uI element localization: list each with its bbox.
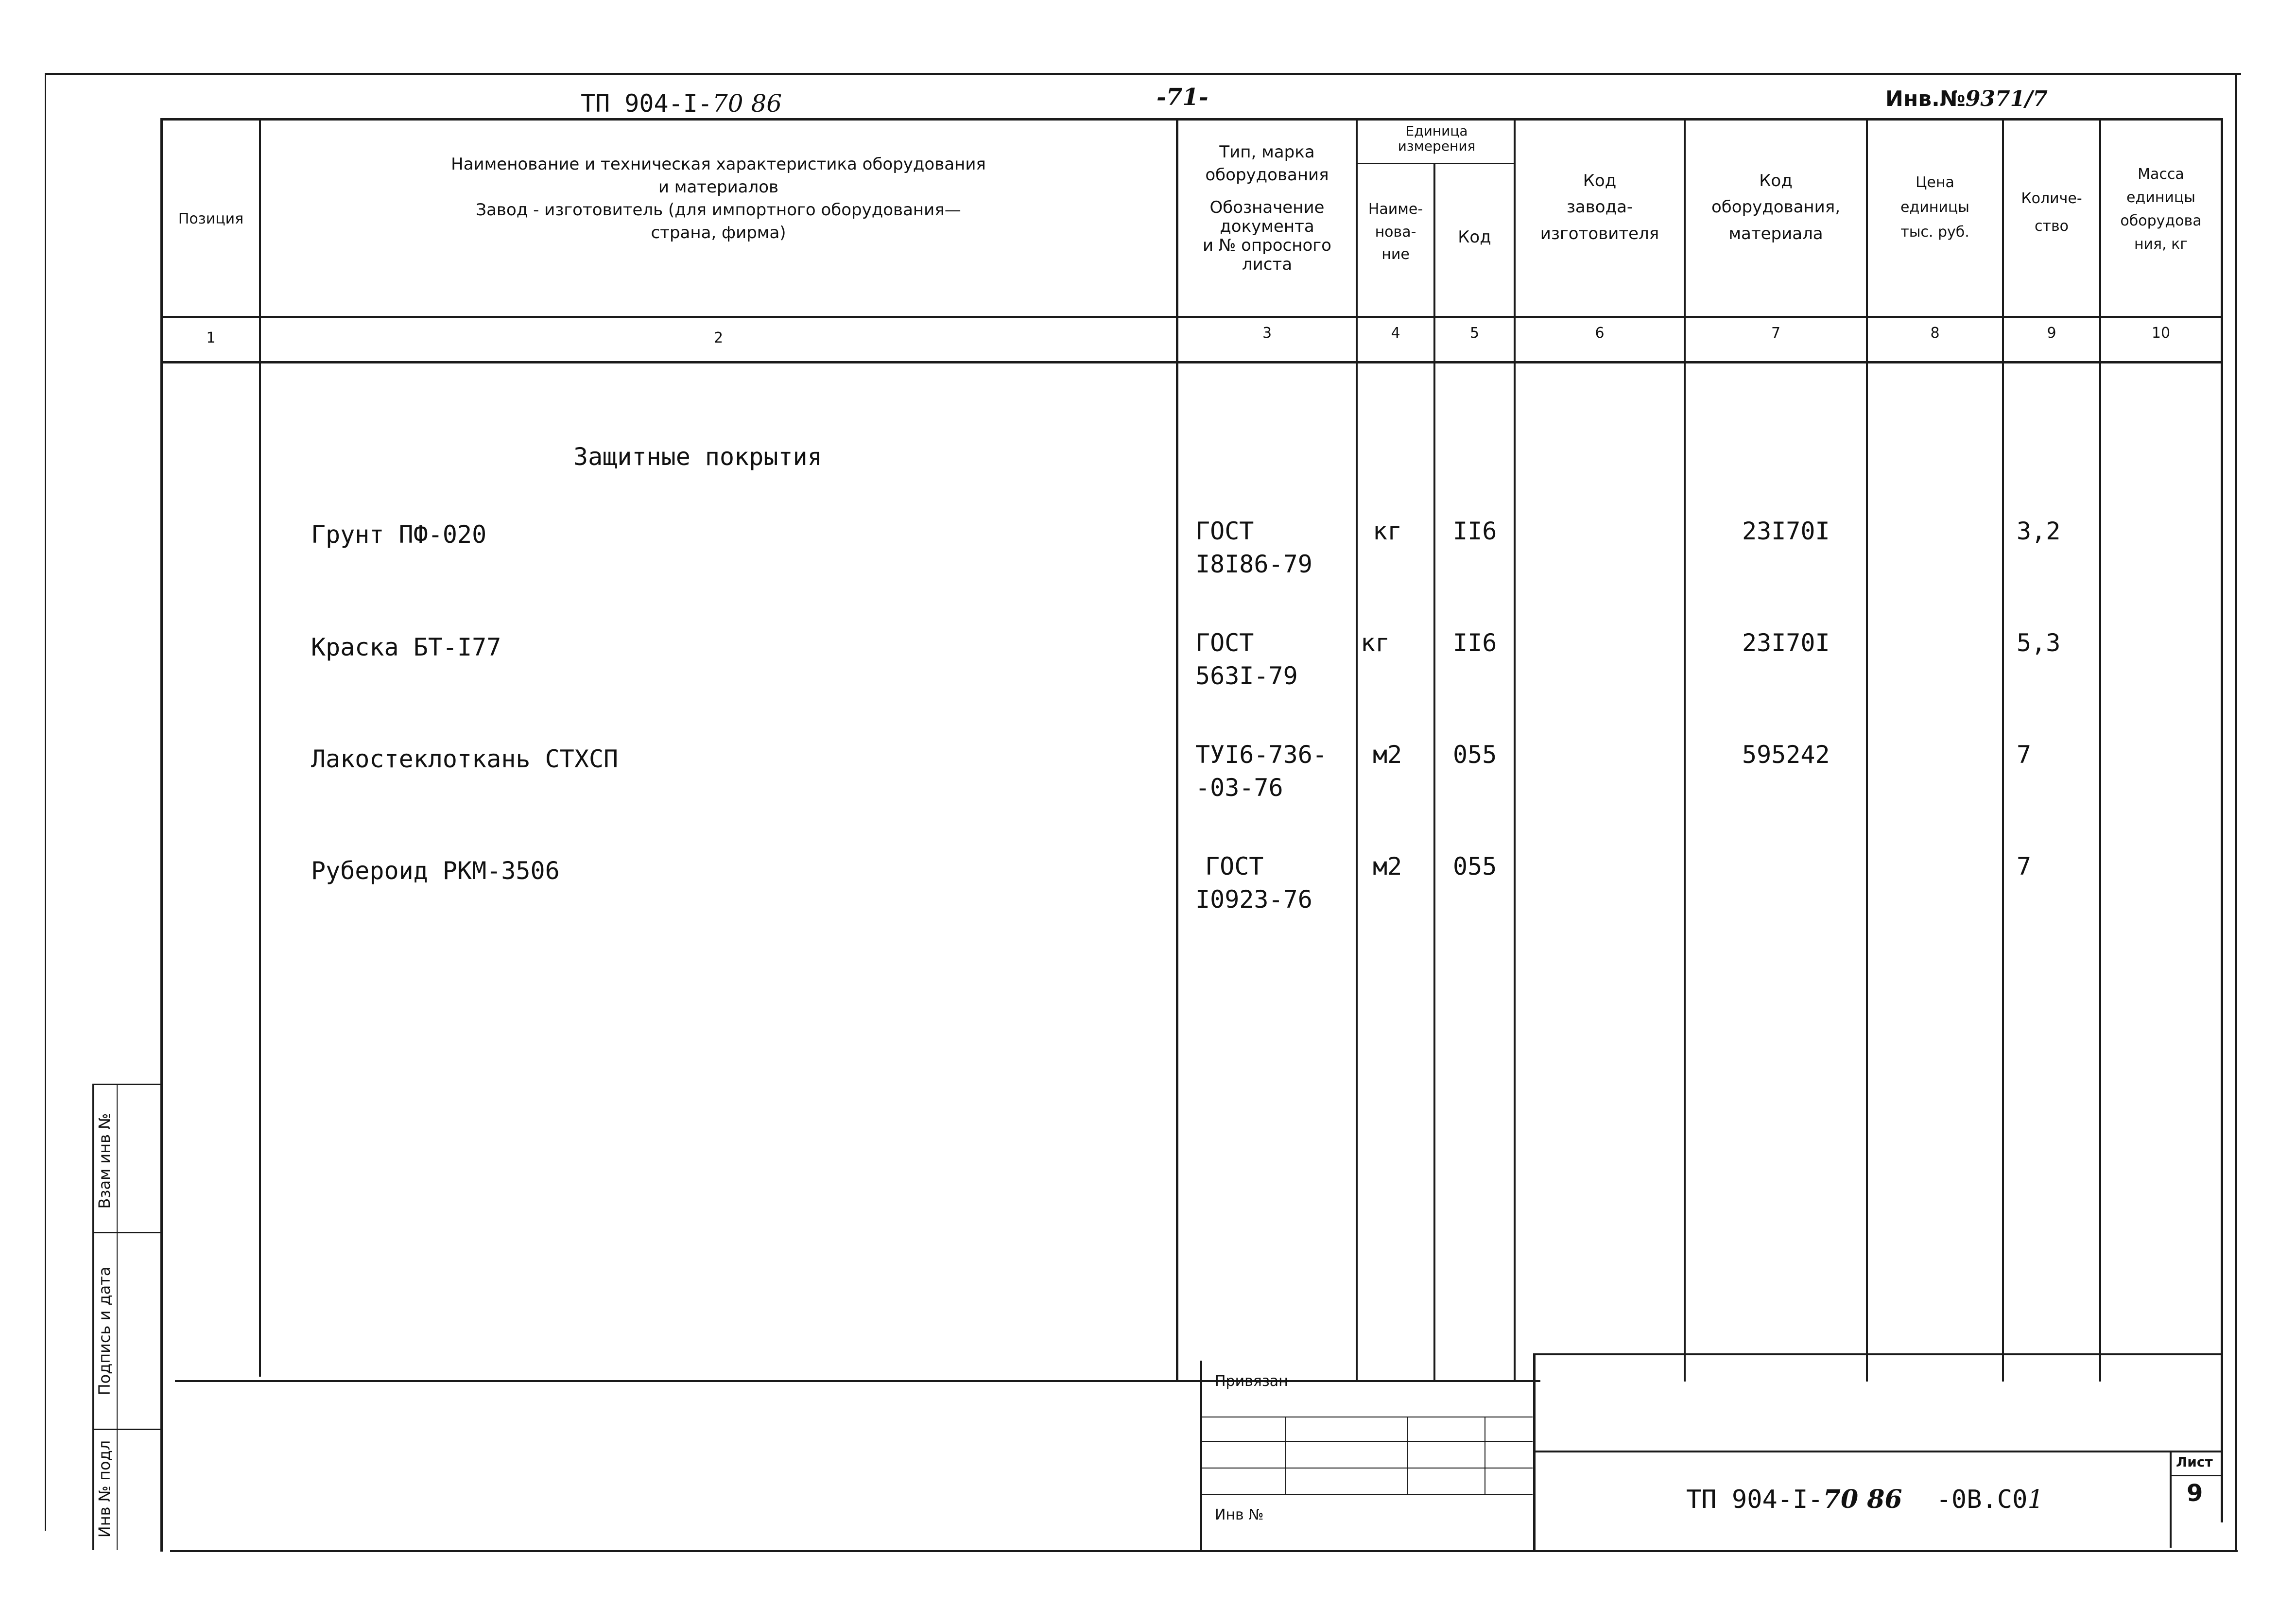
item-doc-line2: I0923-76 bbox=[1195, 885, 1312, 914]
item-quantity: 7 bbox=[2017, 852, 2032, 881]
stamp-bottom-line bbox=[170, 1550, 2238, 1552]
col-divider-7 bbox=[1866, 118, 1868, 1382]
col-divider-9 bbox=[2099, 118, 2101, 1382]
stamp-right-top-line bbox=[1536, 1353, 2223, 1355]
stamp-divider-left bbox=[1200, 1361, 1202, 1550]
outer-top-line bbox=[45, 73, 2241, 75]
sheet-label: Лист bbox=[2176, 1454, 2213, 1470]
col-number: 2 bbox=[713, 329, 724, 346]
margin-inventory-label: Инв № подл bbox=[95, 1440, 114, 1538]
section-title: Защитные покрытия bbox=[573, 443, 822, 471]
item-doc-line1: ГОСТ bbox=[1195, 517, 1254, 545]
col-number: 4 bbox=[1391, 325, 1400, 342]
stamp-top-line bbox=[175, 1380, 1540, 1382]
margin-replace-label: Взам инв № bbox=[95, 1113, 114, 1209]
stamp-grid-line bbox=[1202, 1441, 1533, 1442]
item-doc-line2: I8I86-79 bbox=[1195, 550, 1312, 578]
header-bottom-line bbox=[160, 316, 2223, 318]
item-doc-line1: ГОСТ bbox=[1195, 629, 1254, 657]
header-type-brand: Тип, марка оборудования Обозначение документа и № опросного листа bbox=[1203, 142, 1331, 275]
item-unit: м2 bbox=[1373, 852, 1402, 881]
table-right-line bbox=[2221, 118, 2223, 1522]
stamp-grid-vline bbox=[1285, 1417, 1286, 1494]
header-name: Наименование и техническая характеристика оборудования и материалов Завод - изготовитель (для импортного оборудования— страна, фирма) bbox=[451, 155, 986, 242]
header-unit-name: Наиме- нова- ние bbox=[1368, 201, 1423, 263]
margin-strip-left bbox=[92, 1084, 94, 1550]
header-position: Позиция bbox=[178, 210, 244, 227]
inventory-number: Инв.№9371/7 bbox=[1885, 86, 2048, 111]
item-unit-code: 055 bbox=[1453, 852, 1497, 881]
item-material-code: 23I70I bbox=[1742, 517, 1830, 545]
sheet-box-left bbox=[2170, 1451, 2172, 1548]
col-number: 1 bbox=[206, 329, 216, 346]
item-quantity: 5,3 bbox=[2017, 629, 2061, 657]
outer-right-line bbox=[2235, 73, 2237, 1550]
col-divider-5 bbox=[1514, 118, 1516, 1382]
col-divider-4 bbox=[1433, 163, 1435, 1382]
header-quantity: Количе- ство bbox=[2021, 190, 2082, 235]
stamp-inventory-label: Инв № bbox=[1215, 1506, 1264, 1523]
item-unit-code: 055 bbox=[1453, 741, 1497, 769]
sheet-number: 9 bbox=[2187, 1480, 2203, 1507]
item-name: Краска БТ-I77 bbox=[311, 633, 501, 661]
item-quantity: 7 bbox=[2017, 741, 2032, 769]
col-divider-1 bbox=[259, 118, 261, 1377]
attached-label: Привязан bbox=[1215, 1373, 1288, 1390]
col-number: 8 bbox=[1930, 325, 1940, 342]
stamp-grid-vline bbox=[1407, 1417, 1408, 1494]
col-number: 3 bbox=[1262, 325, 1272, 342]
item-name: Лакостеклоткань СТХСП bbox=[311, 745, 619, 773]
col-divider-2 bbox=[1176, 118, 1178, 1382]
col-number: 9 bbox=[2047, 325, 2056, 342]
outer-left-line bbox=[45, 73, 46, 1531]
item-doc-line2: 563I-79 bbox=[1195, 662, 1298, 690]
item-material-code: 595242 bbox=[1742, 741, 1830, 769]
header-equipment-code: Код оборудования, материала bbox=[1711, 171, 1841, 243]
header-unit-code: Код bbox=[1458, 227, 1491, 247]
header-unit-mass: Масса единицы оборудова ния, кг bbox=[2120, 166, 2202, 253]
col-number: 5 bbox=[1469, 325, 1480, 342]
margin-strip-top bbox=[92, 1084, 163, 1085]
item-doc-line2: -03-76 bbox=[1195, 774, 1283, 802]
item-unit: кг bbox=[1361, 629, 1390, 657]
item-name: Рубероид РКМ-3506 bbox=[311, 857, 560, 885]
doc-code-top: ТП 904-I-70 86 bbox=[581, 89, 782, 118]
col-number: 6 bbox=[1595, 325, 1605, 342]
document-code: ТП 904-I-70 86 -0В.С01 bbox=[1686, 1485, 2044, 1514]
sheet-box-divider bbox=[2170, 1475, 2223, 1476]
item-doc-line1: ТУI6-736- bbox=[1195, 741, 1327, 769]
stamp-title-row-line bbox=[1536, 1451, 2223, 1452]
col-divider-6 bbox=[1684, 118, 1686, 1382]
col-number: 10 bbox=[2151, 325, 2171, 342]
stamp-grid-line bbox=[1202, 1468, 1533, 1469]
item-unit: м2 bbox=[1373, 741, 1402, 769]
table-top-line bbox=[160, 118, 2223, 121]
col-number: 7 bbox=[1771, 325, 1781, 342]
item-unit-code: II6 bbox=[1453, 517, 1497, 545]
header-unit-group: Единица измерения bbox=[1398, 123, 1476, 154]
item-name: Грунт ПФ-020 bbox=[311, 520, 487, 549]
margin-strip-inner bbox=[117, 1084, 118, 1550]
item-doc-line1: ГОСТ bbox=[1205, 852, 1264, 881]
page-mark: -71- bbox=[1157, 84, 1208, 111]
unit-group-divider bbox=[1356, 163, 1516, 164]
header-unit-price: Цена единицы тыс. руб. bbox=[1900, 174, 1969, 241]
header-factory-code: Код завода- изготовителя bbox=[1540, 171, 1659, 243]
item-unit-code: II6 bbox=[1453, 629, 1497, 657]
numbers-bottom-line bbox=[160, 361, 2223, 363]
stamp-grid-line bbox=[1202, 1494, 1533, 1495]
item-material-code: 23I70I bbox=[1742, 629, 1830, 657]
margin-signature-label: Подпись и дата bbox=[95, 1266, 114, 1396]
col-divider-3 bbox=[1356, 118, 1358, 1382]
item-unit: кг bbox=[1373, 517, 1402, 545]
col-divider-8 bbox=[2002, 118, 2004, 1382]
item-quantity: 3,2 bbox=[2017, 517, 2061, 545]
